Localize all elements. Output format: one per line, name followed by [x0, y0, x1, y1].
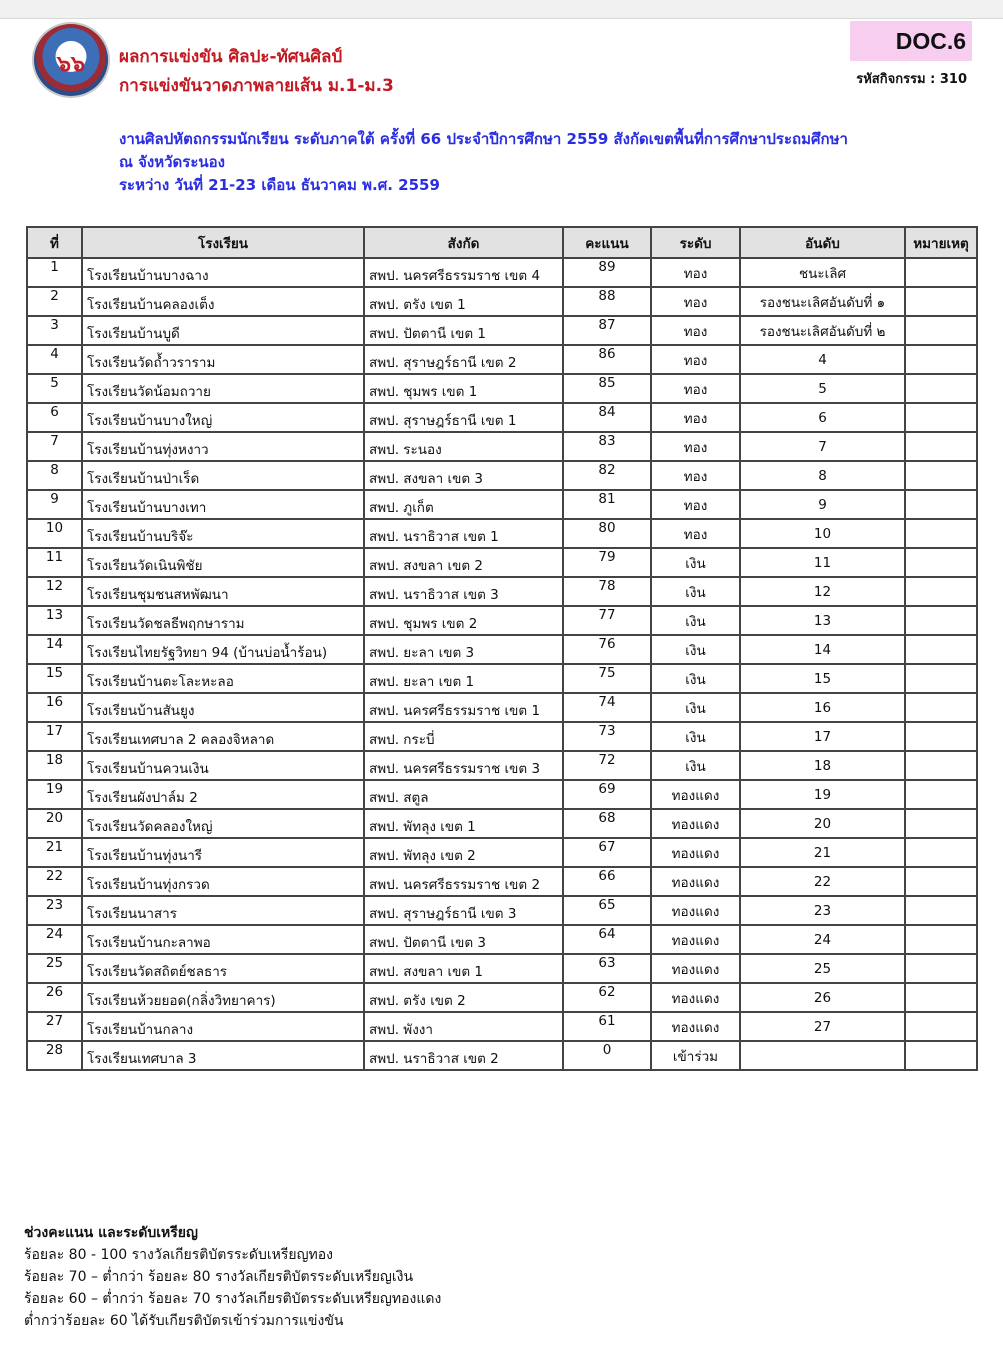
- cell-no: 16: [27, 693, 82, 722]
- legend-line: ต่ำกว่าร้อยละ 60 ได้รับเกียรติบัตรเข้าร่วมการแข่งขัน: [24, 1313, 344, 1329]
- column-header-rank: อันดับ: [740, 227, 905, 258]
- column-header-score: คะแนน: [563, 227, 651, 258]
- cell-affiliation: สพป. พัทลุง เขต 1: [364, 809, 563, 838]
- cell-score: 75: [563, 664, 651, 693]
- cell-rank: 24: [740, 925, 905, 954]
- cell-score: 80: [563, 519, 651, 548]
- table-header-row: [27, 227, 977, 258]
- table-row: [27, 345, 977, 374]
- cell-level: เงิน: [651, 635, 740, 664]
- cell-score: 61: [563, 1012, 651, 1041]
- cell-school: โรงเรียนบ้านบางฉาง: [82, 258, 364, 287]
- viewer-top-bar: [0, 0, 1003, 19]
- cell-school: โรงเรียนวัดเนินพิชัย: [82, 548, 364, 577]
- cell-school: โรงเรียนบ้านป่าเร็ด: [82, 461, 364, 490]
- cell-no: 4: [27, 345, 82, 374]
- cell-note: [905, 403, 977, 432]
- table-row: [27, 606, 977, 635]
- cell-rank: 18: [740, 751, 905, 780]
- cell-affiliation: สพป. กระบี่: [364, 722, 563, 751]
- cell-level: เงิน: [651, 751, 740, 780]
- cell-score: 84: [563, 403, 651, 432]
- cell-score: 72: [563, 751, 651, 780]
- cell-note: [905, 751, 977, 780]
- cell-no: 20: [27, 809, 82, 838]
- cell-school: โรงเรียนบ้านบางใหญ่: [82, 403, 364, 432]
- cell-score: 0: [563, 1041, 651, 1070]
- cell-rank: 13: [740, 606, 905, 635]
- cell-score: 76: [563, 635, 651, 664]
- cell-school: โรงเรียนเทศบาล 3: [82, 1041, 364, 1070]
- cell-note: [905, 1012, 977, 1041]
- cell-level: เงิน: [651, 606, 740, 635]
- cell-note: [905, 258, 977, 287]
- cell-score: 88: [563, 287, 651, 316]
- cell-score: 63: [563, 954, 651, 983]
- cell-note: [905, 722, 977, 751]
- cell-school: โรงเรียนบ้านบริจ๊ะ: [82, 519, 364, 548]
- legend-line: ร้อยละ 70 – ต่ำกว่า ร้อยละ 80 รางวัลเกียรติบัตรระดับเหรียญเงิน: [24, 1269, 414, 1285]
- cell-note: [905, 287, 977, 316]
- cell-rank: รองชนะเลิศอันดับที่ ๑: [740, 287, 905, 316]
- cell-rank: 11: [740, 548, 905, 577]
- column-header-school: โรงเรียน: [82, 227, 364, 258]
- event-location: ณ จังหวัดระนอง: [119, 153, 226, 171]
- cell-school: โรงเรียนบ้านคลองเต็ง: [82, 287, 364, 316]
- cell-score: 66: [563, 867, 651, 896]
- cell-affiliation: สพป. สงขลา เขต 1: [364, 954, 563, 983]
- cell-level: ทองแดง: [651, 867, 740, 896]
- cell-school: โรงเรียนบ้านกลาง: [82, 1012, 364, 1041]
- cell-affiliation: สพป. พังงา: [364, 1012, 563, 1041]
- cell-no: 17: [27, 722, 82, 751]
- table-row: [27, 780, 977, 809]
- cell-note: [905, 519, 977, 548]
- cell-school: โรงเรียนบ้านสันยูง: [82, 693, 364, 722]
- cell-level: เงิน: [651, 664, 740, 693]
- cell-rank: 14: [740, 635, 905, 664]
- cell-school: โรงเรียนบ้านทุ่งนารี: [82, 838, 364, 867]
- cell-score: 73: [563, 722, 651, 751]
- table-row: [27, 577, 977, 606]
- cell-score: 62: [563, 983, 651, 1012]
- cell-score: 89: [563, 258, 651, 287]
- table-row: [27, 664, 977, 693]
- cell-affiliation: สพป. ชุมพร เขต 1: [364, 374, 563, 403]
- legend-line: ร้อยละ 80 - 100 รางวัลเกียรติบัตรระดับเหรียญทอง: [24, 1247, 334, 1263]
- column-header-affiliation: สังกัด: [364, 227, 563, 258]
- cell-no: 5: [27, 374, 82, 403]
- cell-no: 11: [27, 548, 82, 577]
- table-row: [27, 258, 977, 287]
- cell-rank: 9: [740, 490, 905, 519]
- cell-affiliation: สพป. สงขลา เขต 3: [364, 461, 563, 490]
- cell-affiliation: สพป. นราธิวาส เขต 1: [364, 519, 563, 548]
- legend-line: ร้อยละ 60 – ต่ำกว่า ร้อยละ 70 รางวัลเกียรติบัตรระดับเหรียญทองแดง: [24, 1291, 442, 1307]
- cell-level: ทองแดง: [651, 780, 740, 809]
- cell-school: โรงเรียนวัดคลองใหญ่: [82, 809, 364, 838]
- cell-note: [905, 635, 977, 664]
- cell-rank: 15: [740, 664, 905, 693]
- table-body: [27, 258, 977, 1070]
- cell-no: 25: [27, 954, 82, 983]
- table-row: [27, 287, 977, 316]
- cell-score: 78: [563, 577, 651, 606]
- cell-note: [905, 577, 977, 606]
- cell-affiliation: สพป. ภูเก็ต: [364, 490, 563, 519]
- cell-note: [905, 374, 977, 403]
- cell-score: 68: [563, 809, 651, 838]
- cell-note: [905, 693, 977, 722]
- cell-no: 8: [27, 461, 82, 490]
- cell-affiliation: สพป. ปัตตานี เขต 1: [364, 316, 563, 345]
- cell-school: โรงเรียนบ้านทุ่งหงาว: [82, 432, 364, 461]
- cell-affiliation: สพป. นครศรีธรรมราช เขต 1: [364, 693, 563, 722]
- cell-note: [905, 896, 977, 925]
- cell-no: 27: [27, 1012, 82, 1041]
- cell-affiliation: สพป. สุราษฎร์ธานี เขต 2: [364, 345, 563, 374]
- legend-heading: ช่วงคะแนน และระดับเหรียญ: [24, 1225, 198, 1241]
- cell-school: โรงเรียนบ้านบูดี: [82, 316, 364, 345]
- cell-rank: 27: [740, 1012, 905, 1041]
- cell-level: ทอง: [651, 490, 740, 519]
- cell-note: [905, 345, 977, 374]
- cell-note: [905, 780, 977, 809]
- cell-score: 85: [563, 374, 651, 403]
- cell-school: โรงเรียนเทศบาล 2 คลองจิหลาด: [82, 722, 364, 751]
- cell-level: ทองแดง: [651, 809, 740, 838]
- cell-school: โรงเรียนบ้านทุ่งกรวด: [82, 867, 364, 896]
- cell-level: ทอง: [651, 287, 740, 316]
- cell-affiliation: สพป. สงขลา เขต 2: [364, 548, 563, 577]
- cell-note: [905, 461, 977, 490]
- cell-level: เข้าร่วม: [651, 1041, 740, 1070]
- table-row: [27, 1041, 977, 1070]
- cell-no: 10: [27, 519, 82, 548]
- cell-no: 18: [27, 751, 82, 780]
- cell-level: เงิน: [651, 548, 740, 577]
- cell-no: 14: [27, 635, 82, 664]
- table-row: [27, 316, 977, 345]
- cell-affiliation: สพป. นราธิวาส เขต 3: [364, 577, 563, 606]
- cell-note: [905, 432, 977, 461]
- cell-school: โรงเรียนไทยรัฐวิทยา 94 (บ้านบ่อน้ำร้อน): [82, 635, 364, 664]
- page-title: ผลการแข่งขัน ศิลปะ-ทัศนศิลป์: [119, 47, 343, 67]
- cell-no: 13: [27, 606, 82, 635]
- cell-no: 2: [27, 287, 82, 316]
- table-row: [27, 925, 977, 954]
- cell-level: ทอง: [651, 432, 740, 461]
- cell-affiliation: สพป. ยะลา เขต 1: [364, 664, 563, 693]
- cell-level: ทอง: [651, 374, 740, 403]
- cell-rank: 12: [740, 577, 905, 606]
- column-header-level: ระดับ: [651, 227, 740, 258]
- event-dates: ระหว่าง วันที่ 21-23 เดือน ธันวาคม พ.ศ. 2559: [119, 176, 440, 194]
- table-row: [27, 983, 977, 1012]
- table-row: [27, 461, 977, 490]
- table-row: [27, 432, 977, 461]
- table-row: [27, 490, 977, 519]
- cell-no: 24: [27, 925, 82, 954]
- event-description: งานศิลปหัตถกรรมนักเรียน ระดับภาคใต้ ครั้งที่ 66 ประจำปีการศึกษา 2559 สังกัดเขตพื้นที่การศึกษาประถมศึกษา: [119, 130, 848, 148]
- cell-note: [905, 838, 977, 867]
- cell-no: 28: [27, 1041, 82, 1070]
- cell-rank: 7: [740, 432, 905, 461]
- cell-rank: รองชนะเลิศอันดับที่ ๒: [740, 316, 905, 345]
- table-row: [27, 693, 977, 722]
- cell-school: โรงเรียนบ้านควนเงิน: [82, 751, 364, 780]
- cell-note: [905, 1041, 977, 1070]
- cell-rank: 4: [740, 345, 905, 374]
- cell-rank: 26: [740, 983, 905, 1012]
- cell-affiliation: สพป. นราธิวาส เขต 2: [364, 1041, 563, 1070]
- cell-level: เงิน: [651, 693, 740, 722]
- cell-school: โรงเรียนวัดน้อมถวาย: [82, 374, 364, 403]
- cell-no: 3: [27, 316, 82, 345]
- cell-score: 87: [563, 316, 651, 345]
- cell-level: เงิน: [651, 577, 740, 606]
- cell-school: โรงเรียนผังปาล์ม 2: [82, 780, 364, 809]
- cell-rank: 21: [740, 838, 905, 867]
- cell-affiliation: สพป. ยะลา เขต 3: [364, 635, 563, 664]
- cell-score: 65: [563, 896, 651, 925]
- cell-level: ทองแดง: [651, 838, 740, 867]
- cell-rank: [740, 1041, 905, 1070]
- cell-level: ทอง: [651, 345, 740, 374]
- cell-note: [905, 606, 977, 635]
- cell-rank: 17: [740, 722, 905, 751]
- cell-school: โรงเรียนวัดชลธีพฤกษาราม: [82, 606, 364, 635]
- cell-school: โรงเรียนวัดถ้ำวราราม: [82, 345, 364, 374]
- column-header-no: ที่: [27, 227, 82, 258]
- score-legend: [24, 1222, 441, 1332]
- cell-score: 83: [563, 432, 651, 461]
- cell-no: 9: [27, 490, 82, 519]
- cell-rank: 10: [740, 519, 905, 548]
- cell-level: ทองแดง: [651, 1012, 740, 1041]
- cell-note: [905, 983, 977, 1012]
- cell-rank: 19: [740, 780, 905, 809]
- table-row: [27, 519, 977, 548]
- cell-affiliation: สพป. ชุมพร เขต 2: [364, 606, 563, 635]
- cell-score: 77: [563, 606, 651, 635]
- cell-no: 6: [27, 403, 82, 432]
- table-row: [27, 635, 977, 664]
- cell-score: 74: [563, 693, 651, 722]
- cell-level: เงิน: [651, 722, 740, 751]
- cell-affiliation: สพป. นครศรีธรรมราช เขต 2: [364, 867, 563, 896]
- cell-affiliation: สพป. ปัตตานี เขต 3: [364, 925, 563, 954]
- activity-code: รหัสกิจกรรม : 310: [856, 72, 967, 87]
- cell-level: ทองแดง: [651, 954, 740, 983]
- cell-score: 82: [563, 461, 651, 490]
- cell-rank: 6: [740, 403, 905, 432]
- cell-no: 22: [27, 867, 82, 896]
- competition-logo: [32, 22, 110, 98]
- cell-score: 67: [563, 838, 651, 867]
- cell-note: [905, 548, 977, 577]
- cell-note: [905, 490, 977, 519]
- table-row: [27, 374, 977, 403]
- cell-school: โรงเรียนชุมชนสหพัฒนา: [82, 577, 364, 606]
- table-row: [27, 838, 977, 867]
- table-row: [27, 896, 977, 925]
- doc-badge: DOC.6: [850, 21, 972, 61]
- cell-affiliation: สพป. สตูล: [364, 780, 563, 809]
- cell-level: ทองแดง: [651, 925, 740, 954]
- cell-level: ทอง: [651, 316, 740, 345]
- cell-rank: 8: [740, 461, 905, 490]
- cell-no: 7: [27, 432, 82, 461]
- cell-rank: ชนะเลิศ: [740, 258, 905, 287]
- cell-affiliation: สพป. นครศรีธรรมราช เขต 4: [364, 258, 563, 287]
- cell-score: 81: [563, 490, 651, 519]
- cell-affiliation: สพป. นครศรีธรรมราช เขต 3: [364, 751, 563, 780]
- table-row: [27, 954, 977, 983]
- cell-no: 12: [27, 577, 82, 606]
- cell-note: [905, 954, 977, 983]
- cell-no: 26: [27, 983, 82, 1012]
- cell-score: 69: [563, 780, 651, 809]
- column-header-note: หมายเหตุ: [905, 227, 977, 258]
- cell-no: 15: [27, 664, 82, 693]
- cell-rank: 23: [740, 896, 905, 925]
- cell-level: ทองแดง: [651, 983, 740, 1012]
- cell-school: โรงเรียนบ้านกะลาพอ: [82, 925, 364, 954]
- cell-level: ทอง: [651, 403, 740, 432]
- cell-rank: 5: [740, 374, 905, 403]
- cell-rank: 16: [740, 693, 905, 722]
- cell-no: 21: [27, 838, 82, 867]
- cell-level: ทอง: [651, 519, 740, 548]
- cell-level: ทองแดง: [651, 896, 740, 925]
- table-row: [27, 403, 977, 432]
- cell-score: 86: [563, 345, 651, 374]
- cell-no: 23: [27, 896, 82, 925]
- cell-note: [905, 809, 977, 838]
- cell-school: โรงเรียนห้วยยอด(กลิ่งวิทยาคาร): [82, 983, 364, 1012]
- cell-rank: 25: [740, 954, 905, 983]
- cell-affiliation: สพป. สุราษฎร์ธานี เขต 3: [364, 896, 563, 925]
- cell-note: [905, 867, 977, 896]
- cell-school: โรงเรียนบ้านบางเทา: [82, 490, 364, 519]
- cell-affiliation: สพป. พัทลุง เขต 2: [364, 838, 563, 867]
- cell-affiliation: สพป. ตรัง เขต 1: [364, 287, 563, 316]
- cell-no: 19: [27, 780, 82, 809]
- cell-score: 79: [563, 548, 651, 577]
- table-row: [27, 751, 977, 780]
- table-row: [27, 548, 977, 577]
- cell-school: โรงเรียนวัดสถิตย์ชลธาร: [82, 954, 364, 983]
- cell-level: ทอง: [651, 258, 740, 287]
- cell-affiliation: สพป. ระนอง: [364, 432, 563, 461]
- cell-no: 1: [27, 258, 82, 287]
- cell-rank: 22: [740, 867, 905, 896]
- table-row: [27, 1012, 977, 1041]
- table-row: [27, 722, 977, 751]
- cell-rank: 20: [740, 809, 905, 838]
- cell-note: [905, 316, 977, 345]
- page-subtitle: การแข่งขันวาดภาพลายเส้น ม.1-ม.3: [119, 76, 394, 96]
- cell-affiliation: สพป. สุราษฎร์ธานี เขต 1: [364, 403, 563, 432]
- table-row: [27, 809, 977, 838]
- cell-score: 64: [563, 925, 651, 954]
- cell-note: [905, 925, 977, 954]
- cell-school: โรงเรียนบ้านตะโละหะลอ: [82, 664, 364, 693]
- cell-school: โรงเรียนนาสาร: [82, 896, 364, 925]
- cell-level: ทอง: [651, 461, 740, 490]
- table-row: [27, 867, 977, 896]
- cell-note: [905, 664, 977, 693]
- results-table: [26, 226, 978, 1071]
- logo-number: ๖๖: [57, 51, 85, 77]
- cell-affiliation: สพป. ตรัง เขต 2: [364, 983, 563, 1012]
